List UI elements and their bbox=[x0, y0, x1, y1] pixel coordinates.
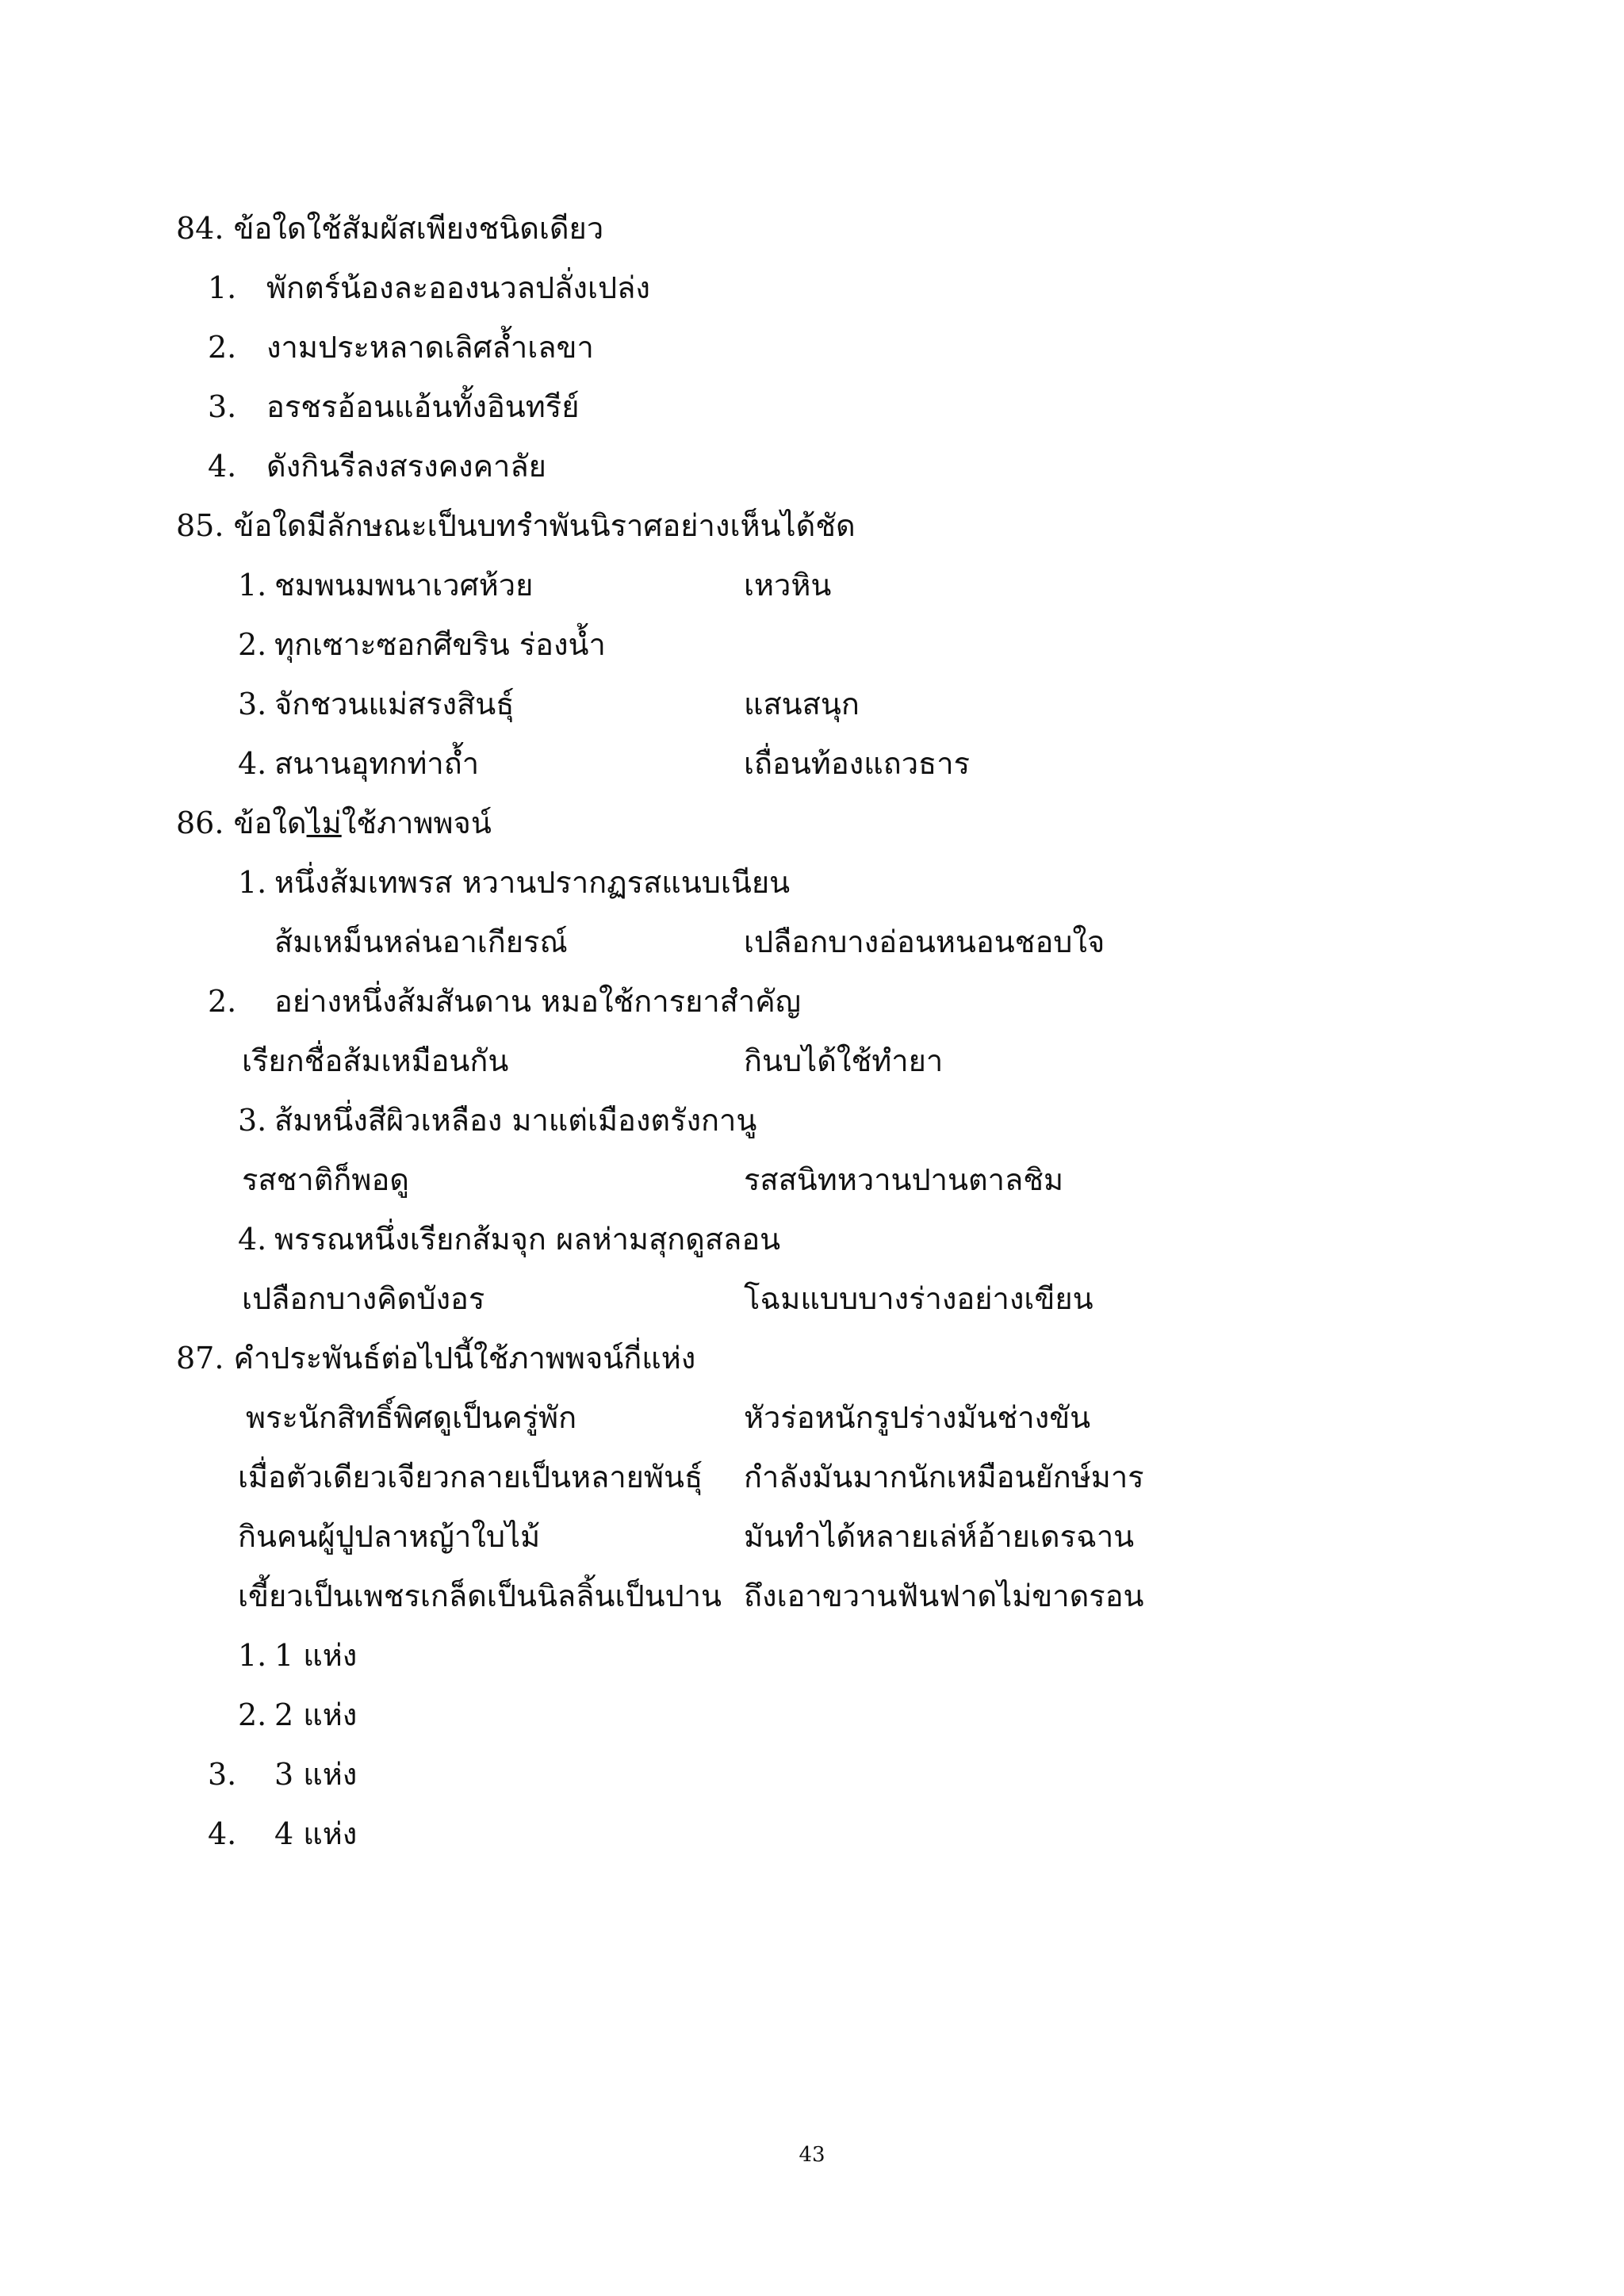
q86-choice-1-line2-right: เปลือกบางอ่อนหนอนชอบใจ bbox=[744, 924, 1105, 959]
q86-question bbox=[176, 799, 492, 847]
q86-choice-3-line2-left: รสชาติก็พอดู bbox=[242, 1162, 409, 1197]
q87-choice-2-number: 2. bbox=[238, 1697, 267, 1732]
q85-choice-1-left: ชมพนมพนาเวศห้วย bbox=[274, 568, 534, 603]
q84-choice-4-number: 4. bbox=[208, 449, 237, 484]
q86-choice-3-line1: ส้มหนึ่งสีผิวเหลือง มาแต่เมืองตรังกานู bbox=[274, 1103, 757, 1138]
q84-choice-2-text: งามประหลาดเลิศล้ำเลขา bbox=[266, 330, 594, 365]
q87-poem-line-4-right: ถึงเอาขวานฟันฟาดไม่ขาดรอน bbox=[744, 1578, 1144, 1613]
q85-choice-2-number: 2. bbox=[238, 627, 267, 662]
q85-choice-2-left: ทุกเซาะซอกศีขริน ร่องน้ำ bbox=[274, 627, 606, 662]
q85-choice-1-right: เหวหิน bbox=[744, 568, 832, 603]
q87-poem-line-3-left: กินคนผู้ปูปลาหญ้าใบไม้ bbox=[238, 1519, 541, 1554]
q86-choice-4-line1: พรรณหนึ่งเรียกส้มจุก ผลห่ามสุกดูสลอน bbox=[274, 1222, 781, 1257]
q87-choice-1-number: 1. bbox=[238, 1638, 267, 1673]
q85-choice-4-right: เถื่อนท้องแถวธาร bbox=[744, 746, 970, 781]
q87-choice-2-text: 2 แห่ง bbox=[274, 1697, 358, 1732]
q86-choice-1-number: 1. bbox=[238, 865, 267, 900]
q84-choice-1-number: 1. bbox=[208, 270, 237, 305]
q87-choice-1-text: 1 แห่ง bbox=[274, 1638, 358, 1673]
q86-choice-2-line1: อย่างหนึ่งส้มสันดาน หมอใช้การยาสำคัญ bbox=[274, 984, 801, 1019]
q85-choice-1-number: 1. bbox=[238, 568, 267, 603]
q86-question-underlined-word: ไม่ bbox=[306, 806, 342, 840]
q85-choice-3-number: 3. bbox=[238, 687, 267, 721]
q84-choice-4-text: ดังกินรีลงสรงคงคาลัย bbox=[266, 449, 546, 484]
q87-poem-line-3-right: มันทำได้หลายเล่ห์อ้ายเดรฉาน bbox=[744, 1519, 1135, 1554]
q86-choice-1-line1: หนึ่งส้มเทพรส หวานปรากฏรสแนบเนียน bbox=[274, 865, 791, 900]
q87-poem-line-1-left: พระนักสิทธิ์พิศดูเป็นครู่พัก bbox=[246, 1400, 577, 1435]
q86-choice-2-line2-right: กินบได้ใช้ทำยา bbox=[744, 1043, 944, 1078]
q87-choice-4-number: 4. bbox=[208, 1816, 237, 1851]
q86-choice-3-number: 3. bbox=[238, 1103, 267, 1138]
q87-choice-3-number: 3. bbox=[208, 1757, 237, 1792]
q86-question-suffix: ใช้ภาพพจน์ bbox=[341, 806, 492, 840]
q84-question: 84. ข้อใดใช้สัมผัสเพียงชนิดเดียว bbox=[176, 211, 604, 246]
q86-question-prefix: 86. ข้อใด bbox=[176, 806, 307, 840]
q84-choice-1-text: พักตร์น้องละอองนวลปลั่งเปล่ง bbox=[266, 270, 650, 305]
q84-choice-2-number: 2. bbox=[208, 330, 237, 365]
q85-choice-4-number: 4. bbox=[238, 746, 267, 781]
q85-question: 85. ข้อใดมีลักษณะเป็นบทรำพันนิราศอย่างเห็นได้ชัด bbox=[176, 508, 856, 543]
q87-poem-line-2-right: กำลังมันมากนักเหมือนยักษ์มาร bbox=[744, 1460, 1144, 1494]
q85-choice-3-left: จักชวนแม่สรงสินธุ์ bbox=[274, 687, 515, 721]
q87-poem-line-4-left: เขี้ยวเป็นเพชรเกล็ดเป็นนิลลิ้นเป็นปาน bbox=[238, 1578, 722, 1613]
q86-choice-4-line2-right: โฉมแบบบางร่างอย่างเขียน bbox=[744, 1281, 1094, 1316]
q85-choice-3-right: แสนสนุก bbox=[744, 687, 860, 721]
q87-choice-4-text: 4 แห่ง bbox=[274, 1816, 358, 1851]
q87-poem-line-1-right: หัวร่อหนักรูปร่างมันช่างขัน bbox=[744, 1400, 1091, 1435]
q84-choice-3-number: 3. bbox=[208, 389, 237, 424]
q86-choice-4-line2-left: เปลือกบางคิดบังอร bbox=[242, 1281, 485, 1316]
q86-choice-3-line2-right: รสสนิทหวานปานตาลชิม bbox=[744, 1162, 1064, 1197]
q87-question: 87. คำประพันธ์ต่อไปนี้ใช้ภาพพจน์กี่แห่ง bbox=[176, 1341, 696, 1376]
q84-choice-3-text: อรชรอ้อนแอ้นทั้งอินทรีย์ bbox=[266, 389, 580, 424]
q86-choice-2-number: 2. bbox=[208, 984, 237, 1019]
q85-choice-4-left: สนานอุทกท่าถ้ำ bbox=[274, 746, 480, 781]
q86-choice-2-line2-left: เรียกชื่อส้มเหมือนกัน bbox=[242, 1043, 509, 1078]
q86-choice-4-number: 4. bbox=[238, 1222, 267, 1257]
page-number: 43 bbox=[799, 2143, 825, 2167]
q87-choice-3-text: 3 แห่ง bbox=[274, 1757, 358, 1792]
q86-choice-1-line2-left: ส้มเหม็นหล่นอาเกียรณ์ bbox=[274, 924, 568, 959]
q87-poem-line-2-left: เมื่อตัวเดียวเจียวกลายเป็นหลายพันธุ์ bbox=[238, 1460, 703, 1494]
